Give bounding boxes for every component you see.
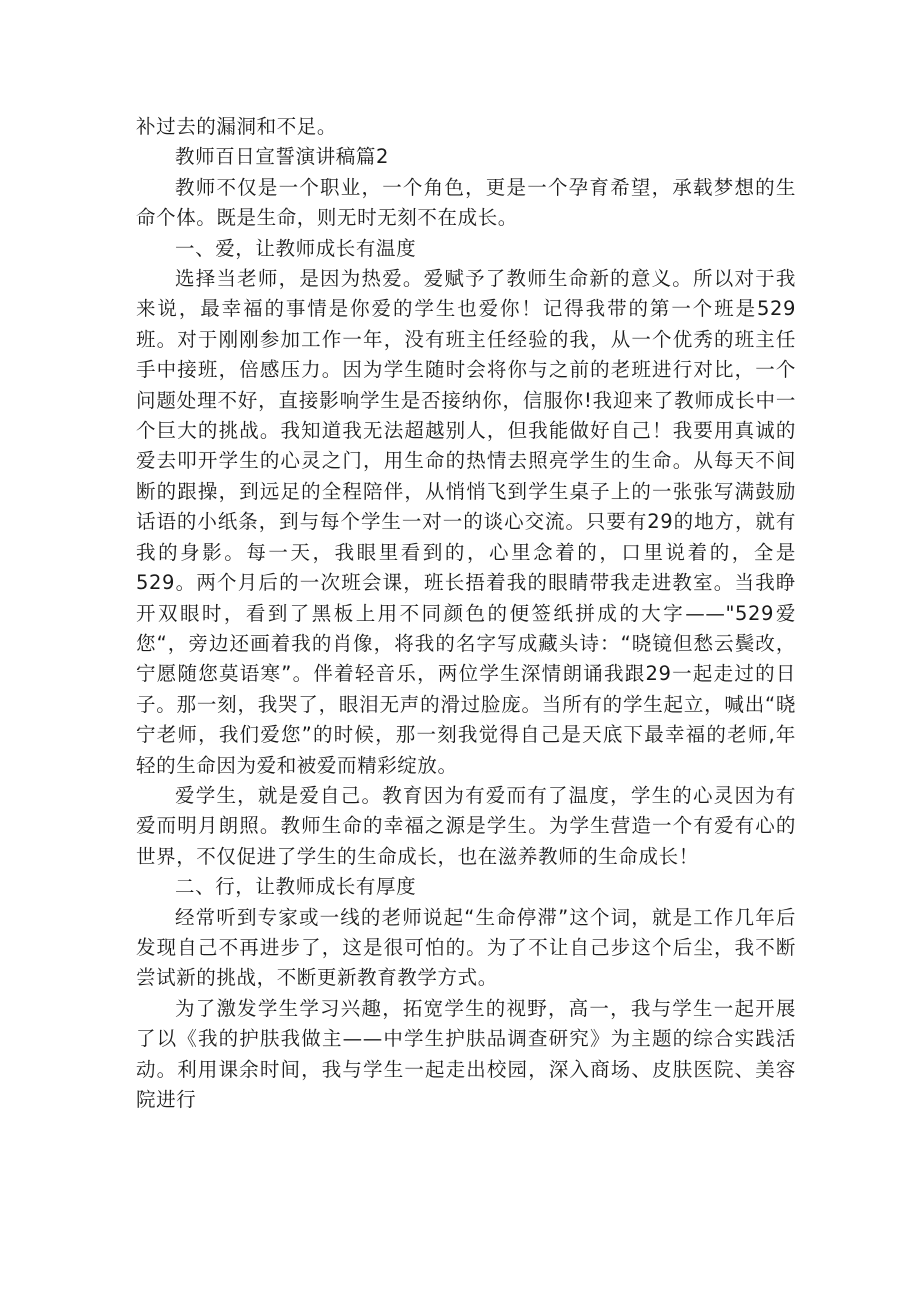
section-heading-love: 一、爱，让教师成长有温度	[175, 236, 417, 260]
document-body	[136, 112, 796, 1115]
paragraph-love-story: 选择当老师，是因为热爱。爱赋予了教师生命新的意义。所以对于我来说，最幸福的事情是你爱的学生也爱你！记得我带的第一个班是529班。对于刚刚参加工作一年，没有班主任经验的我，从一个优秀的班主任手中接班，倍感压力。因为学生随时会将你与之前的老班进行对比，一个问题处理不好，直接影响学生是否接纳你，信服你!我迎来了教师成长中一个巨大的挑战。我知道我无法超越别人，但我能做好自己！我要用真诚的爱去叩开学生的心灵之门，用生命的热情去照亮学生的生命。从每天不间断的跟操，到远足的全程陪伴，从悄悄飞到学生桌子上的一张张写满鼓励话语的小纸条，到与每个学生一对一的谈心交流。只要有29的地方，就有我的身影。每一天，我眼里看到的，心里念着的，口里说着的，全是529。两个月后的一次班会课，班长捂着我的眼睛带我走进教室。当我睁开双眼时，看到了黑板上用不同颜色的便签纸拼成的大字——"529爱您“，旁边还画着我的肖像，将我的名字写成藏头诗：“晓镜但愁云鬓改，宁愿随您莫语寒”。伴着轻音乐，两位学生深情朗诵我跟29一起走过的日子。那一刻，我哭了，眼泪无声的滑过脸庞。当所有的学生起立，喊出“晓宁老师，我们爱您”的时候，那一刻我觉得自己是天底下最幸福的老师,年轻的生命因为爱和被爱而精彩绽放。	[136, 267, 796, 777]
section-title: 教师百日宣誓演讲稿篇2	[175, 145, 390, 169]
paragraph-action-activity: 为了激发学生学习兴趣，拓宽学生的视野，高一，我与学生一起开展了以《我的护肤我做主——中学生护肤品调查研究》为主题的综合实践活动。利用课余时间，我与学生一起走出校园，深入商场、皮肤医院、美容院进行	[136, 996, 796, 1111]
paragraph-continuation: 补过去的漏洞和不足。	[136, 115, 338, 138]
paragraph-action-intro: 经常听到专家或一线的老师说起“生命停滞”这个词，就是工作几年后发现自己不再进步了，这是很可怕的。为了不让自己步这个后尘，我不断尝试新的挑战，不断更新教育教学方式。	[136, 905, 796, 990]
paragraph-love-summary: 爱学生，就是爱自己。教育因为有爱而有了温度，学生的心灵因为有爱而明月朗照。教师生命的幸福之源是学生。为学生营造一个有爱有心的世界，不仅促进了学生的生命成长，也在滋养教师的生命成长！	[136, 783, 796, 868]
section-heading-action: 二、行，让教师成长有厚度	[175, 875, 417, 899]
paragraph-intro: 教师不仅是一个职业，一个角色，更是一个孕育希望，承载梦想的生命个体。既是生命，则无时无刻不在成长。	[136, 175, 796, 230]
